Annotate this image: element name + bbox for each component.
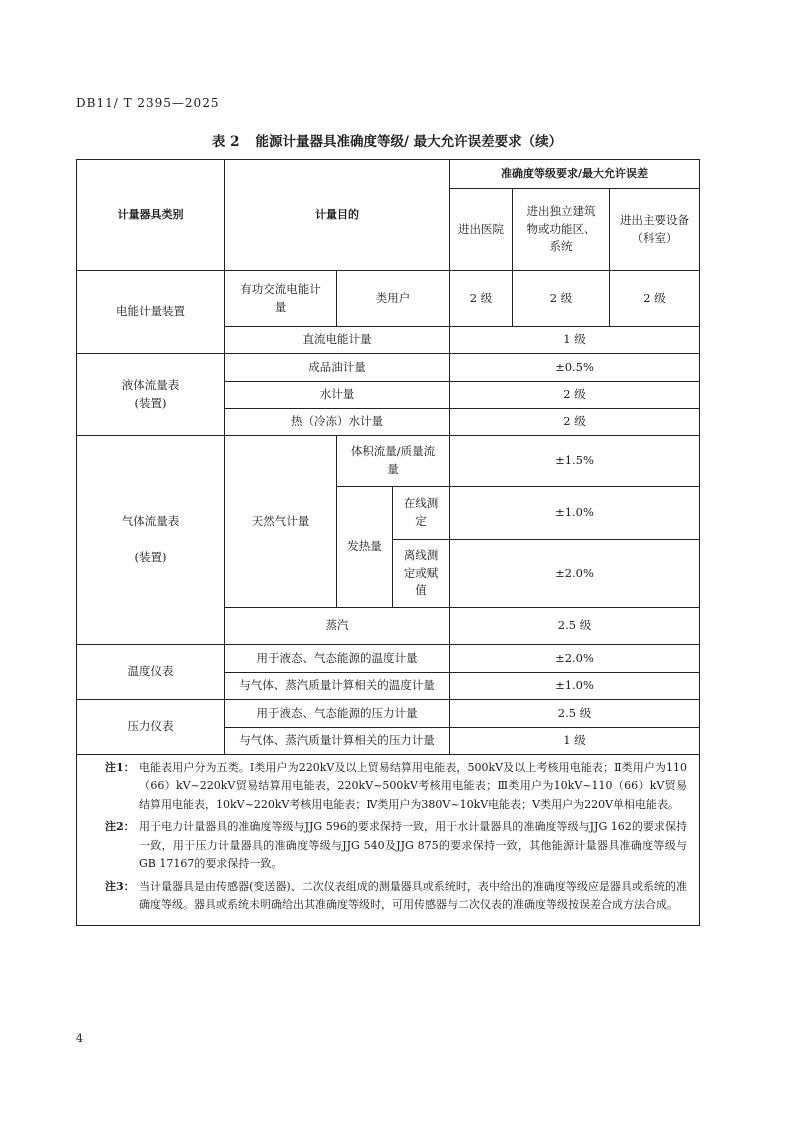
value-ac-building: 2 级 [513,271,610,327]
purpose-online-line: 定 [415,514,427,528]
purpose-offline-line: 离线测 [403,547,439,562]
value-hot-cold-water: 2 级 [450,409,700,436]
category-liquid-line: (装置) [134,395,167,410]
notes-cell [77,755,700,926]
table-row [77,436,700,487]
table-row [77,700,700,728]
value-steam: 2.5 级 [450,608,700,645]
purpose-volume-line: 体积流量/质量流 [350,444,436,459]
purpose-natural-gas: 天然气计量 [225,436,337,608]
purpose-heat: 发热量 [337,487,393,608]
value-ac-hospital: 2 级 [450,271,513,327]
header-purpose: 计量目的 [225,160,450,271]
purpose-ac-line: 量 [274,299,287,314]
note-label: 注2： [105,820,135,834]
header-accuracy-group: 准确度等级要求/最大允许误差 [450,160,700,189]
category-gas-line: (装置) [134,549,167,564]
header-equipment-line: （科室） [631,230,678,245]
purpose-offline-line: 定或赋 [403,565,439,580]
purpose-volume-line: 量 [387,462,399,476]
note-label: 注3： [105,879,135,893]
category-liquid-line: 液体流量表 [121,377,180,392]
value-dc: 1 级 [450,327,700,354]
purpose-pressure-mass: 与气体、蒸汽质量计算相关的压力计量 [225,728,450,755]
value-water: 2 级 [450,382,700,409]
note-label: 注1： [105,761,135,774]
purpose-offline-line: 值 [415,583,427,598]
table-row [77,645,700,673]
purpose-pressure-liquid-gas: 用于液态、气态能源的压力计量 [225,700,450,728]
purpose-steam: 蒸汽 [225,608,450,645]
header-building-line: 进出独立建筑 [526,203,596,218]
note-item [105,759,687,814]
category-liquid [77,354,225,436]
table-row [77,354,700,382]
header-equipment-line: 进出主要设备 [620,212,689,227]
category-electric: 电能计量装置 [77,271,225,354]
value-pressure-liquid-gas: 2.5 级 [450,700,700,728]
note-item [105,878,687,915]
header-category: 计量器具类别 [77,160,225,271]
header-row [77,160,700,189]
value-temp-liquid-gas: ±2.0% [450,645,700,673]
purpose-online-line: 在线测 [403,496,439,511]
value-pressure-mass: 1 级 [450,728,700,755]
purpose-volume-flow [337,436,450,487]
page-number: 4 [76,1032,83,1045]
purpose-online [393,487,450,540]
document-code: DB11/ T 2395—2025 [76,96,220,110]
note-text: 当计量器具是由传感器(变送器)、二次仪表组成的测量器具或系统时，表中给出的准确度等级应是器具或系统的准确度等级。器具或系统未明确给出其准确度等级时，可用传感器与二次仪表的准确度等级按误差合成方法合成。 [139,879,687,912]
table-number: 表 2 [211,134,240,150]
purpose-ac-line: 有功交流电能计 [240,281,321,296]
value-online: ±1.0% [450,487,700,540]
notes-row [77,755,700,926]
category-gas [77,436,225,645]
value-temp-mass: ±1.0% [450,673,700,700]
header-building [513,189,610,271]
purpose-temp-mass: 与气体、蒸汽质量计算相关的温度计量 [225,673,450,700]
table-title-text: 能源计量器具准确度等级/ 最大允许误差要求（续） [255,134,563,150]
purpose-ac-class: 类用户 [337,271,450,327]
purpose-ac [225,271,337,327]
purpose-water: 水计量 [225,382,450,409]
accuracy-requirements-table [76,159,700,926]
purpose-offline [393,540,450,608]
category-gas-line: 气体流量表 [121,514,180,529]
table-title [76,130,698,150]
category-temperature: 温度仪表 [77,645,225,700]
header-hospital: 进出医院 [450,189,513,271]
purpose-temp-liquid-gas: 用于液态、气态能源的温度计量 [225,645,450,673]
purpose-oil: 成品油计量 [225,354,450,382]
value-volume-flow: ±1.5% [450,436,700,487]
value-oil: ±0.5% [450,354,700,382]
note-text: 用于电力计量器具的准确度等级与JJG 596的要求保持一致，用于水计量器具的准确度等级与JJG 162的要求保持一致，用于压力计量器具的准确度等级与JJG 540及JJG 875的要求保持一致，其他能源计量器具准确度等级与GB 17167的要求保持一致。 [139,820,687,871]
purpose-hot-cold-water: 热（冷冻）水计量 [225,409,450,436]
purpose-dc: 直流电能计量 [225,327,450,354]
note-text: 电能表用户分为五类。Ⅰ类用户为220kV及以上贸易结算用电能表，500kV及以上考核用电能表；Ⅱ类用户为110（66）kV~220kV贸易结算用电能表，220kV~500kV考核用电能表；Ⅲ类用户为10kV~110（66）kV贸易结算用电能表，10kV~220kV考核用电能表；Ⅳ类用户为380V~10kV电能表；Ⅴ类用户为220V单相电能表。 [139,761,687,811]
value-ac-equipment: 2 级 [610,271,700,327]
value-offline: ±2.0% [450,540,700,608]
header-building-line: 物或功能区、 [526,221,596,236]
header-building-line: 系统 [549,239,573,254]
table-row [77,271,700,327]
header-equipment [610,189,700,271]
category-pressure: 压力仪表 [77,700,225,755]
note-item [105,818,687,873]
